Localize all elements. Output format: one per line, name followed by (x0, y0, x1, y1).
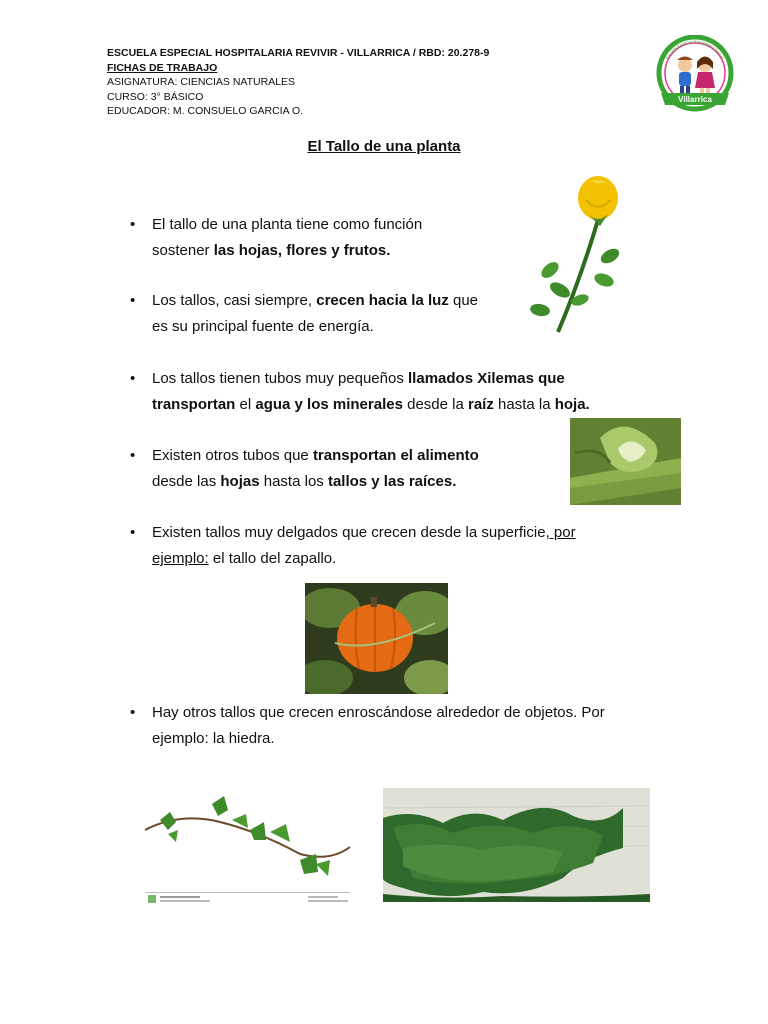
p2-text-1: Los tallos, casi siempre, (152, 292, 317, 309)
p4-text-2: desde las (152, 473, 221, 490)
p3-bold-5: hoja. (554, 396, 590, 413)
bullet-paragraph-3 (130, 366, 590, 418)
p3-text-2: el (235, 396, 256, 413)
bullet-icon: • (130, 524, 136, 541)
bullet-icon: • (130, 292, 136, 309)
bullet-paragraph-4 (130, 443, 479, 495)
page-title: El Tallo de una planta (307, 138, 461, 155)
subject-line: ASIGNATURA: CIENCIAS NATURALES (107, 76, 296, 88)
p4-text-3: hasta los (259, 473, 328, 490)
school-logo (655, 35, 735, 115)
p4-text-1: Existen otros tubos que (152, 447, 313, 464)
bullet-icon: • (130, 447, 136, 464)
p5-text-2: el tallo del zapallo. (208, 550, 337, 567)
logo-banner-text: Villarrica (678, 95, 712, 104)
p4-bold-1: transportan el alimento (312, 447, 479, 464)
fichas-label: FICHAS DE TRABAJO (107, 61, 218, 74)
p2-bold-1: crecen hacia la luz (316, 292, 449, 309)
p6-text-1: Hay otros tallos que crecen enroscándose alrededor de objetos. Por (152, 704, 605, 721)
p2-text-2: que (448, 292, 479, 309)
p3-bold-4: raíz (467, 396, 494, 413)
ivy-wall-image (383, 788, 650, 902)
p5-text-1: Existen tallos muy delgados que crecen desde la superficie (152, 524, 546, 541)
stem-cross-section-image (570, 418, 681, 505)
bullet-icon: • (130, 370, 136, 387)
p3-bold-3: agua y los minerales (255, 396, 403, 413)
school-name: ESCUELA ESPECIAL HOSPITALARIA REVIVIR - VILLARRICA / RBD: 20.278-9 (107, 47, 490, 59)
bullet-paragraph-1 (130, 212, 422, 264)
p1-text-1: El tallo de una planta tiene como función (152, 216, 423, 233)
p5-underline-1: , por (545, 524, 576, 541)
bullet-paragraph-6 (130, 700, 605, 752)
p3-bold-2: transportan (152, 396, 236, 413)
p2-text-3: es su principal fuente de energía. (152, 318, 374, 335)
bullet-paragraph-5 (130, 520, 576, 572)
p3-text-3: desde la (402, 396, 468, 413)
ivy-vine-image (140, 782, 355, 910)
p4-bold-3: tallos y las raíces. (327, 473, 457, 490)
p3-text-1: Los tallos tienen tubos muy pequeños (152, 370, 409, 387)
p1-text-2: sostener (152, 242, 214, 259)
bullet-paragraph-2 (130, 288, 478, 340)
grade-line: CURSO: 3° BÁSICO (107, 90, 204, 103)
p1-bold-1: las hojas, flores y frutos. (213, 242, 391, 259)
bullet-icon: • (130, 216, 136, 233)
p6-text-2: ejemplo: la hiedra. (152, 730, 275, 747)
p3-bold-1: llamados Xilemas que (408, 370, 565, 387)
logo-arc-text: Escuela Especial Hospitalaria Revivir (664, 38, 726, 61)
p4-bold-2: hojas (220, 473, 260, 490)
rose-image (520, 170, 622, 335)
pumpkin-image (305, 583, 448, 694)
teacher-line: EDUCADOR: M. CONSUELO GARCIA O. (107, 105, 304, 117)
header-block (107, 46, 489, 119)
p5-underline-2: ejemplo: (152, 550, 209, 567)
bullet-icon: • (130, 704, 136, 721)
p3-text-4: hasta la (493, 396, 555, 413)
